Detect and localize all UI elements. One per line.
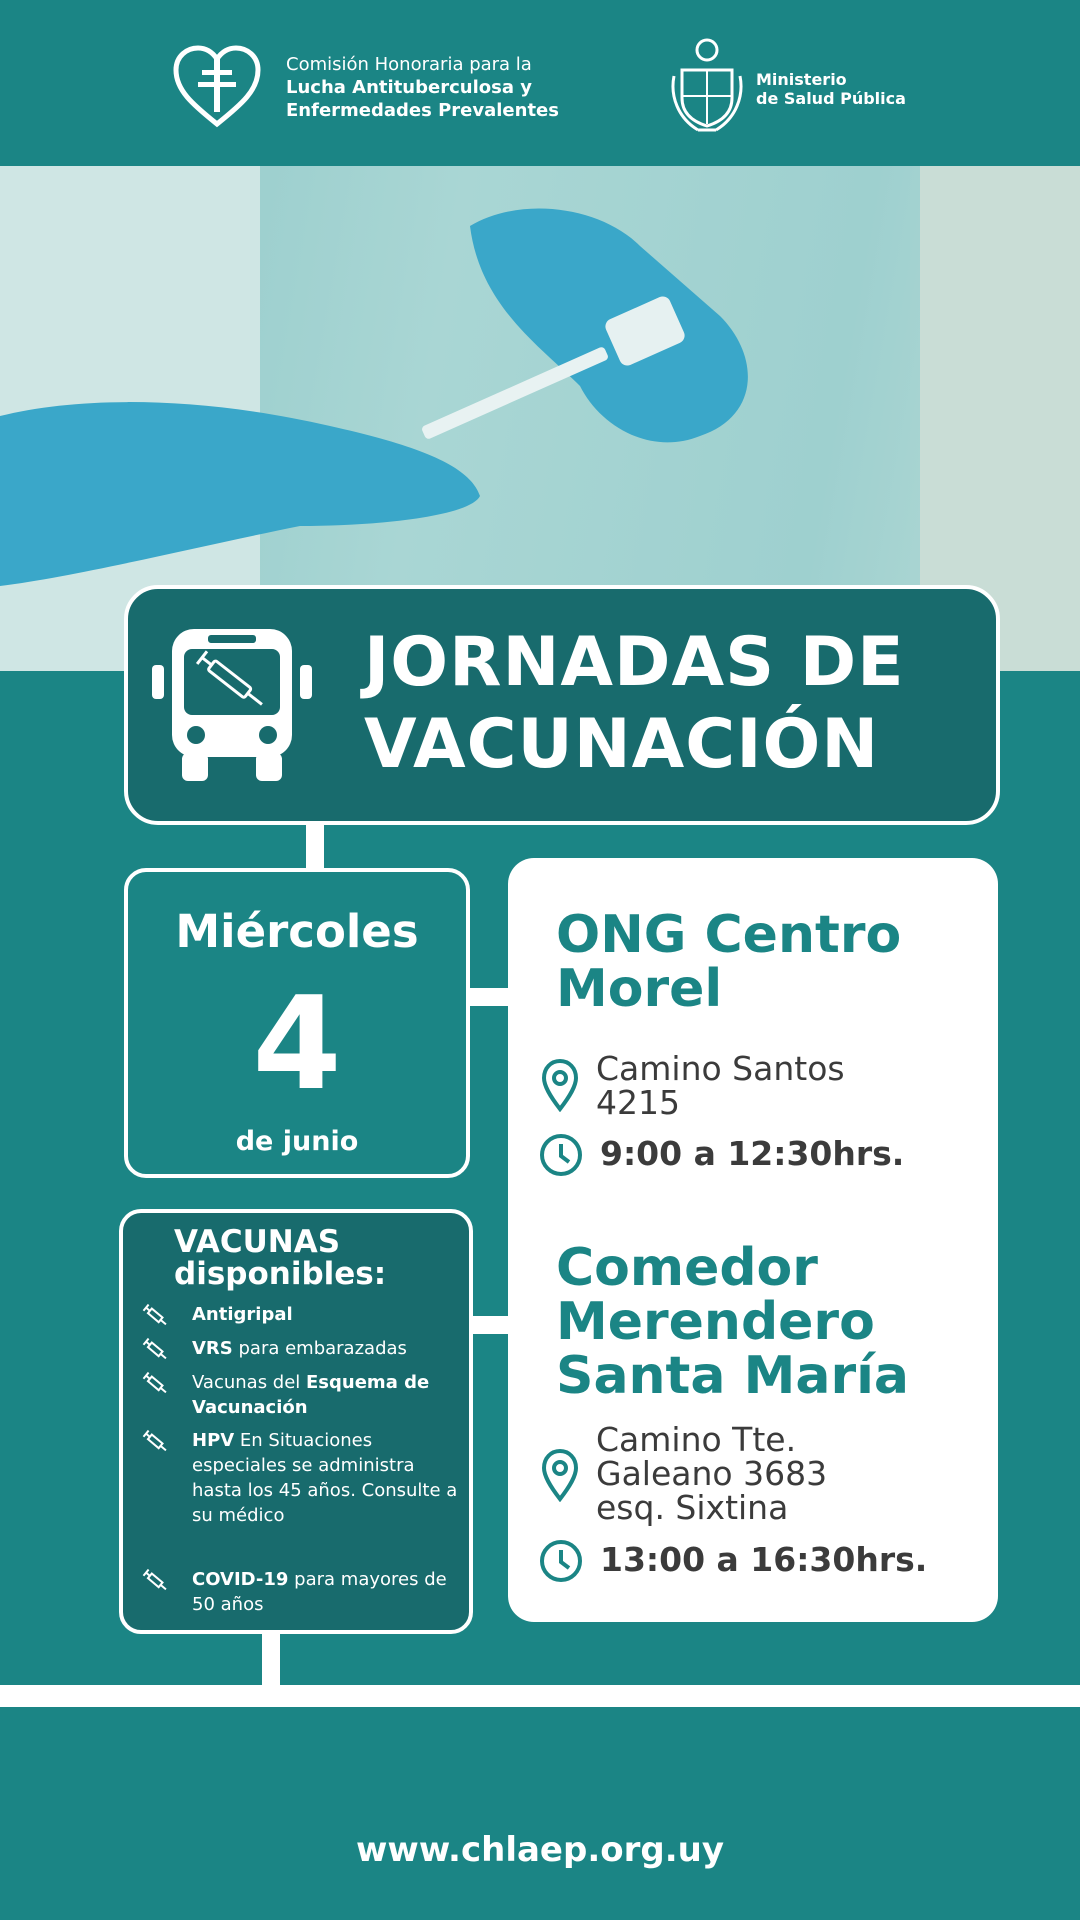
vaccine-pre: Vacunas del bbox=[192, 1372, 307, 1393]
location-name-line: Comedor bbox=[556, 1238, 818, 1298]
syringe-icon bbox=[142, 1370, 170, 1398]
location-address bbox=[596, 1049, 845, 1122]
coat-of-arms-icon bbox=[668, 36, 746, 136]
address-line: Camino Tte. bbox=[596, 1420, 797, 1459]
chlaep-line3: Enfermedades Prevalentes bbox=[286, 100, 559, 121]
address-line: 4215 bbox=[596, 1083, 680, 1122]
connector-vertical-top bbox=[306, 825, 324, 870]
syringe-icon bbox=[142, 1336, 170, 1364]
date-weekday: Miércoles bbox=[175, 905, 419, 958]
vaccine-item bbox=[142, 1336, 462, 1361]
location-name-line: Santa María bbox=[556, 1346, 910, 1406]
syringe-icon bbox=[142, 1302, 170, 1330]
vaccine-bold: Esquema de Vacunación bbox=[192, 1372, 430, 1418]
date-month: de junio bbox=[235, 1126, 359, 1157]
location-name-line: Merendero bbox=[556, 1292, 875, 1352]
date-day: 4 bbox=[252, 970, 342, 1119]
location-pin-icon bbox=[540, 1058, 580, 1112]
vaccine-item bbox=[142, 1567, 462, 1617]
address-line: Camino Santos bbox=[596, 1049, 845, 1088]
connector-vertical-bottom bbox=[262, 1634, 280, 1689]
syringe-icon bbox=[142, 1567, 170, 1595]
msp-line2: de Salud Pública bbox=[756, 89, 906, 108]
address-line: esq. Sixtina bbox=[596, 1488, 789, 1527]
msp-name bbox=[756, 70, 906, 108]
chlaep-line2: Lucha Antituberculosa y bbox=[286, 77, 532, 98]
vaccines-title-line2: disponibles: bbox=[174, 1256, 387, 1292]
clock-icon bbox=[538, 1538, 584, 1584]
location-name bbox=[556, 905, 902, 1019]
vaccine-rest: para embarazadas bbox=[232, 1338, 407, 1359]
vaccine-bold: VRS bbox=[192, 1338, 233, 1359]
heart-cross-logo-icon bbox=[172, 44, 262, 130]
location-name-line: ONG Centro bbox=[556, 905, 902, 965]
location-time: 13:00 a 16:30hrs. bbox=[600, 1540, 928, 1579]
chlaep-name bbox=[286, 53, 559, 122]
title-line1: JORNADAS DE bbox=[364, 623, 905, 702]
card-pointer bbox=[502, 1288, 536, 1366]
msp-line1: Ministerio bbox=[756, 70, 847, 89]
vaccine-rest: para mayores de 50 años bbox=[192, 1569, 447, 1615]
chlaep-line1: Comisión Honoraria para la bbox=[286, 54, 532, 75]
location-time: 9:00 a 12:30hrs. bbox=[600, 1134, 905, 1173]
clock-icon bbox=[538, 1132, 584, 1178]
vaccine-item bbox=[142, 1302, 462, 1327]
page-title bbox=[364, 622, 905, 786]
website-link[interactable]: www.chlaep.org.uy bbox=[356, 1830, 724, 1870]
bus-syringe-icon bbox=[148, 625, 316, 785]
location-address bbox=[596, 1420, 828, 1527]
vaccine-rest: En Situaciones especiales se administra hasta los 45 años. Consulte a su médico bbox=[192, 1430, 458, 1526]
vaccines-title bbox=[174, 1226, 386, 1290]
location-name bbox=[556, 1238, 910, 1406]
vaccine-item bbox=[142, 1428, 462, 1528]
address-line: Galeano 3683 bbox=[596, 1454, 828, 1493]
vaccines-title-line1: VACUNAS bbox=[174, 1224, 341, 1260]
card-pointer bbox=[502, 972, 536, 1050]
vaccine-item bbox=[142, 1370, 462, 1420]
vaccine-bold: Antigripal bbox=[192, 1304, 293, 1325]
vaccine-bold: COVID-19 bbox=[192, 1569, 289, 1590]
vaccine-bold: HPV bbox=[192, 1430, 235, 1451]
divider-band bbox=[0, 1685, 1080, 1707]
location-name-line: Morel bbox=[556, 959, 723, 1019]
syringe-icon bbox=[142, 1428, 170, 1456]
location-pin-icon bbox=[540, 1448, 580, 1502]
title-line2: VACUNACIÓN bbox=[364, 705, 880, 784]
